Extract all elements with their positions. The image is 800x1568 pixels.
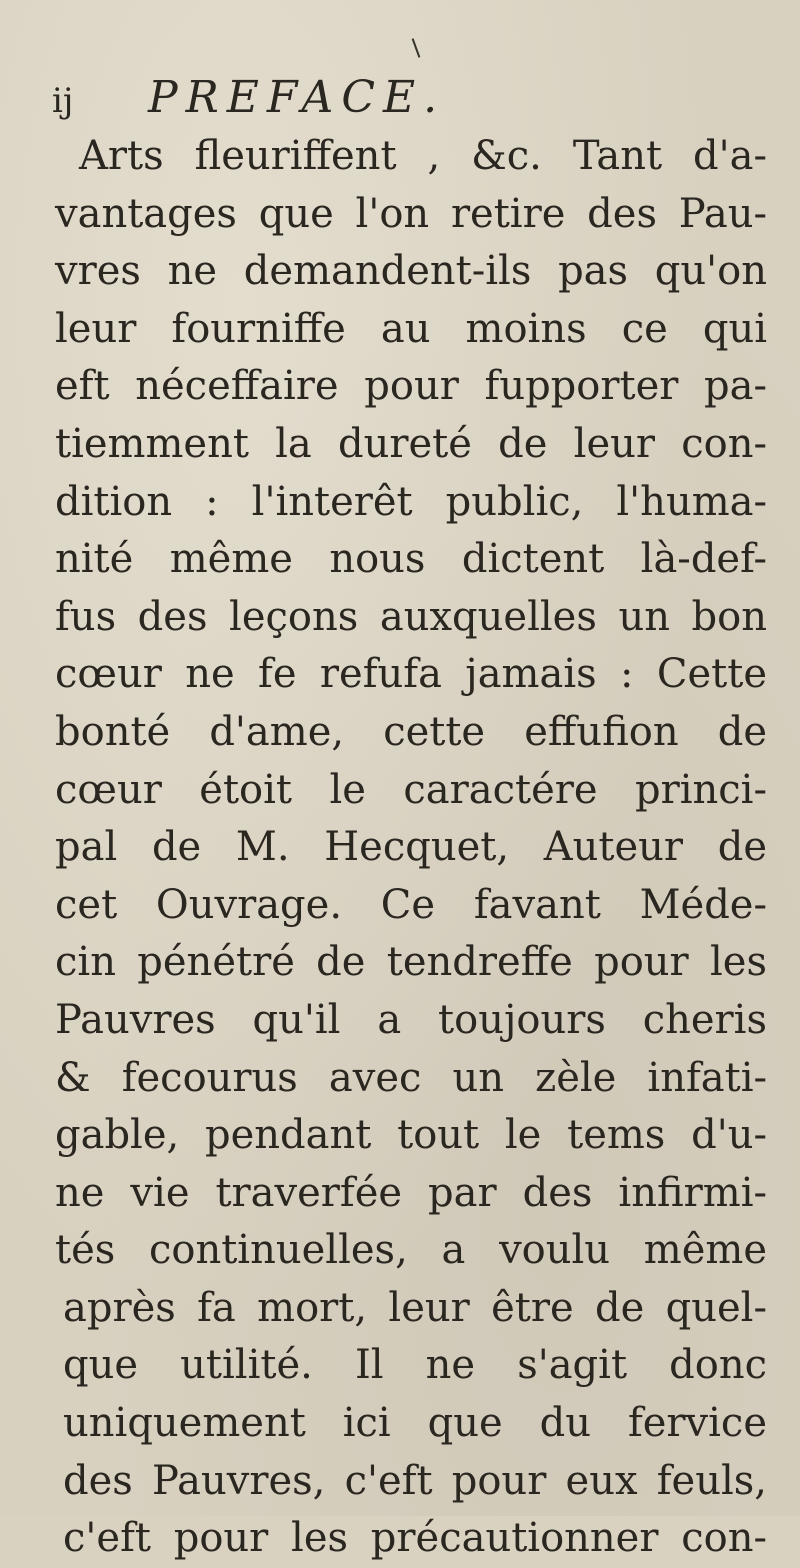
text-line: & fecourus avec un zèle infati- bbox=[55, 1054, 767, 1101]
text-line: après fa mort, leur être de quel- bbox=[63, 1284, 767, 1331]
text-line: pal de M. Hecquet, Auteur de bbox=[55, 824, 767, 871]
text-line: dition : l'interêt public, l'huma- bbox=[55, 478, 767, 525]
text-line: Arts fleuriffent , &c. Tant d'a- bbox=[79, 133, 767, 179]
text-line: cœur étoit le caractére princi- bbox=[55, 766, 767, 813]
text-line: fus des leçons auxquelles un bon bbox=[55, 593, 767, 640]
text-line: gable, pendant tout le tems d'u- bbox=[55, 1112, 767, 1159]
text-line: cœur ne fe refufa jamais : Cette bbox=[55, 651, 767, 698]
text-line: ne vie traverfée par des infirmi- bbox=[55, 1169, 767, 1216]
text-line: bonté d'ame, cette effufion de bbox=[55, 708, 767, 755]
page-header bbox=[52, 68, 752, 128]
text-line: cet Ouvrage. Ce favant Méde- bbox=[55, 881, 767, 928]
text-line: eft néceffaire pour fupporter pa- bbox=[55, 363, 767, 410]
text-line: des Pauvres, c'eft pour eux feuls, bbox=[63, 1457, 767, 1504]
text-line: tiemment la dureté de leur con- bbox=[55, 420, 767, 467]
ink-mark bbox=[412, 38, 421, 57]
page-number: ij bbox=[52, 81, 74, 121]
text-line: c'eft pour les précautionner con- bbox=[63, 1515, 767, 1562]
text-line: cin pénétré de tendreffe pour les bbox=[55, 939, 767, 986]
running-title: PREFACE. bbox=[148, 72, 446, 123]
text-line: que utilité. Il ne s'agit donc bbox=[63, 1342, 767, 1389]
text-line: uniquement ici que du fervice bbox=[63, 1400, 767, 1447]
text-line: vantages que l'on retire des Pau- bbox=[55, 190, 767, 237]
text-line: tés continuelles, a voulu même bbox=[55, 1227, 767, 1274]
text-line: vres ne demandent-ils pas qu'on bbox=[55, 248, 767, 295]
body-text bbox=[55, 128, 767, 1568]
text-line: leur fourniffe au moins ce qui bbox=[55, 305, 767, 352]
text-line: Pauvres qu'il a toujours cheris bbox=[55, 996, 767, 1043]
text-line: nité même nous dictent là-def- bbox=[55, 536, 767, 583]
